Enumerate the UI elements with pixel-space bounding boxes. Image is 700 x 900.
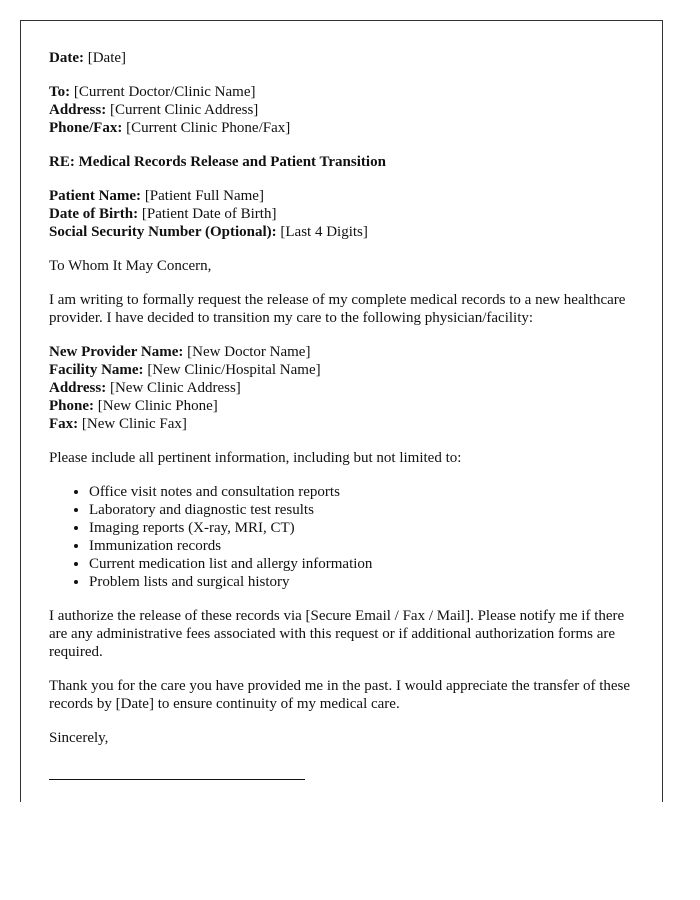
recipient-phonefax-line — [49, 119, 633, 137]
list-item: • Imaging reports (X-ray, MRI, CT) — [89, 519, 633, 537]
facility-name-line — [49, 361, 633, 379]
list-item: • Current medication list and allergy information — [89, 555, 633, 573]
new-phone-value: [New Clinic Phone] — [97, 398, 218, 414]
list-item: • Problem lists and surgical history — [89, 573, 633, 591]
facility-label: Facility Name: — [49, 362, 144, 378]
intro-paragraph: I am writing to formally request the release of my complete medical records to a new healthcare provider. I have decided to transition my care to the following physician/facility: — [49, 292, 626, 326]
address-label: Address: — [49, 102, 107, 118]
patient-name-label: Patient Name: — [49, 188, 142, 204]
signature-line — [49, 779, 305, 780]
recipient-address-line — [49, 101, 633, 119]
records-list — [49, 483, 633, 591]
patient-ssn-value: [Last 4 Digits] — [280, 224, 368, 240]
include-intro: Please include all pertinent information, including but not limited to: — [49, 450, 462, 466]
new-provider-section — [49, 343, 633, 433]
new-phone-label: Phone: — [49, 398, 94, 414]
new-fax-label: Fax: — [49, 416, 79, 432]
patient-name-line — [49, 187, 633, 205]
new-phone-line — [49, 397, 633, 415]
facility-value: [New Clinic/Hospital Name] — [147, 362, 321, 378]
to-label: To: — [49, 84, 71, 100]
patient-dob-line — [49, 205, 633, 223]
new-address-line — [49, 379, 633, 397]
patient-dob-label: Date of Birth: — [49, 206, 139, 222]
closing-paragraph: Thank you for the care you have provided me in the past. I would appreciate the transfer of these records by [Date] to ensure continuity of my medical care. — [49, 678, 631, 712]
list-item: • Immunization records — [89, 537, 633, 555]
new-address-label: Address: — [49, 380, 107, 396]
recipient-section — [49, 83, 633, 137]
subject-line: RE: Medical Records Release and Patient Transition — [49, 154, 386, 170]
list-item: • Office visit notes and consultation reports — [89, 483, 633, 501]
patient-ssn-line — [49, 223, 633, 241]
list-item: • Laboratory and diagnostic test results — [89, 501, 633, 519]
address-value: [Current Clinic Address] — [109, 102, 259, 118]
date-section — [49, 49, 633, 67]
patient-section — [49, 187, 633, 241]
new-fax-value: [New Clinic Fax] — [81, 416, 187, 432]
authorization-paragraph: I authorize the release of these records via [Secure Email / Fax / Mail]. Please notify me if there are any administrative fees associated with this request or if additional authorization forms are required. — [49, 608, 625, 660]
salutation: To Whom It May Concern, — [49, 258, 212, 274]
patient-dob-value: [Patient Date of Birth] — [141, 206, 277, 222]
phonefax-label: Phone/Fax: — [49, 120, 123, 136]
patient-ssn-label: Social Security Number (Optional): — [49, 224, 277, 240]
phonefax-value: [Current Clinic Phone/Fax] — [126, 120, 291, 136]
new-provider-value: [New Doctor Name] — [187, 344, 311, 360]
date-label: Date: — [49, 50, 84, 66]
new-fax-line — [49, 415, 633, 433]
recipient-to-line — [49, 83, 633, 101]
to-value: [Current Doctor/Clinic Name] — [73, 84, 256, 100]
new-provider-label: New Provider Name: — [49, 344, 184, 360]
date-value: [Date] — [87, 50, 127, 66]
new-provider-name-line — [49, 343, 633, 361]
letter-document — [20, 20, 663, 802]
new-address-value: [New Clinic Address] — [109, 380, 241, 396]
patient-name-value: [Patient Full Name] — [144, 188, 264, 204]
sign-off: Sincerely, — [49, 730, 109, 746]
